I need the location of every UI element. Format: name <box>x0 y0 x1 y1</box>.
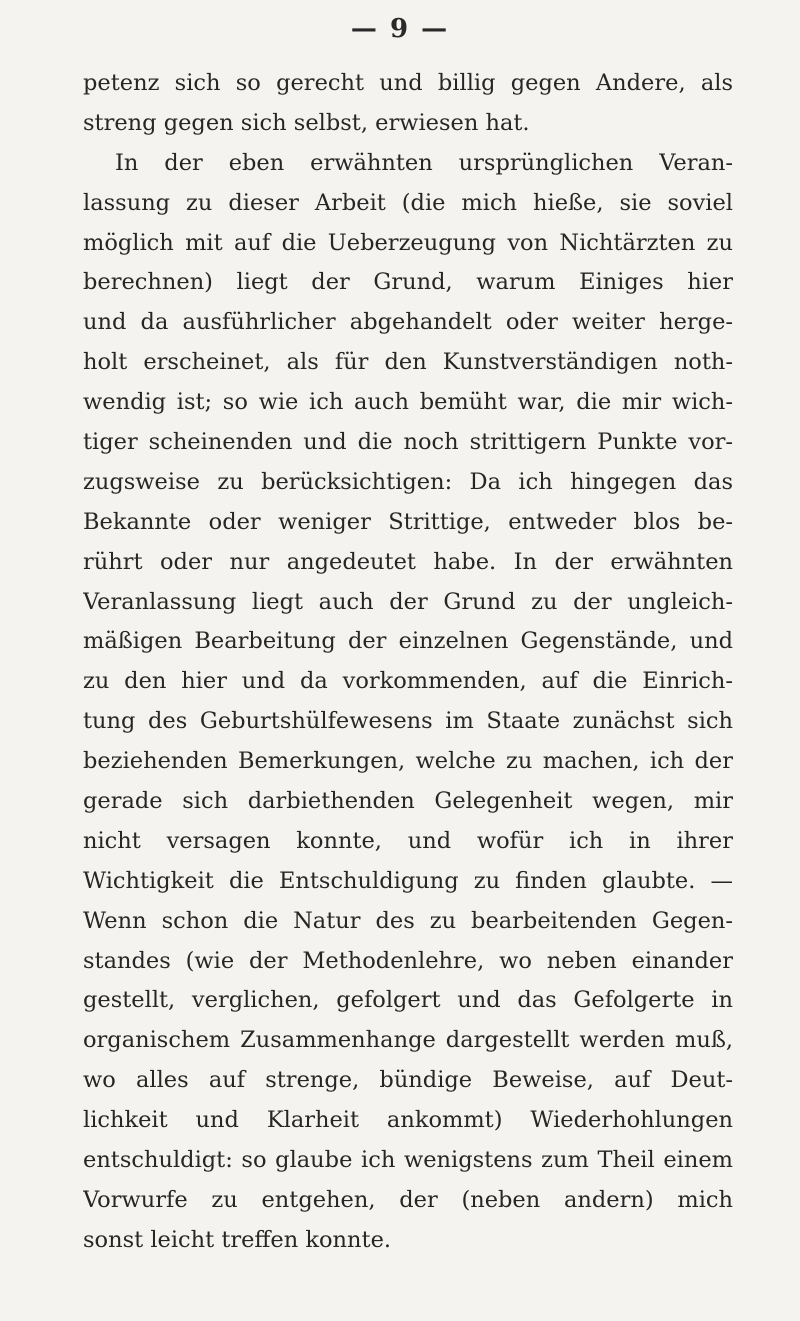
text-line: holt erscheinet, als für den Kunstverständigen noth- <box>83 349 733 376</box>
text-line: Wichtigkeit die Entschuldigung zu finden glaubte. — <box>83 867 733 894</box>
text-line: beziehenden Bemerkungen, welche zu machen, ich der <box>83 748 733 775</box>
text-line: tiger scheinenden und die noch strittigern Punkte vor- <box>83 429 733 456</box>
text-line: nicht versagen konnte, und wofür ich in ihrer <box>83 827 733 854</box>
text-line: Wenn schon die Natur des zu bearbeitenden Gegen- <box>83 907 733 934</box>
text-line: zugsweise zu berücksichtigen: Da ich hingegen das <box>83 468 733 495</box>
text-line: lassung zu dieser Arbeit (die mich hieße, sie soviel <box>83 189 733 216</box>
text-line: organischem Zusammenhange dargestellt werden muß, <box>83 1027 733 1054</box>
text-line: tung des Geburtshülfewesens im Staate zunächst sich <box>83 708 733 735</box>
text-line: standes (wie der Methodenlehre, wo neben einander <box>83 947 733 974</box>
body-text <box>83 64 733 1261</box>
text-line: Bekannte oder weniger Strittige, entweder blos be- <box>83 508 733 535</box>
text-line: wendig ist; so wie ich auch bemüht war, die mir wich- <box>83 389 733 416</box>
text-line: wo alles auf strenge, bündige Beweise, auf Deut- <box>83 1067 733 1094</box>
text-line: streng gegen sich selbst, erwiesen hat. <box>83 109 530 136</box>
text-line: Vorwurfe zu entgehen, der (neben andern) mich <box>83 1186 733 1213</box>
text-line: sonst leicht treffen konnte. <box>83 1226 392 1253</box>
text-line: gestellt, verglichen, gefolgert und das Gefolgerte in <box>83 987 733 1014</box>
text-line: lichkeit und Klarheit ankommt) Wiederhohlungen <box>83 1107 733 1134</box>
text-line: entschuldigt: so glaube ich wenigstens zum Theil einem <box>83 1147 733 1174</box>
text-line: petenz sich so gerecht und billig gegen Andere, als <box>83 70 733 96</box>
text-line: und da ausführlicher abgehandelt oder weiter herge- <box>83 309 733 336</box>
text-line: In der eben erwähnten ursprünglichen Veran- <box>115 149 733 176</box>
text-line: rührt oder nur angedeutet habe. In der erwähnten <box>83 548 733 575</box>
text-line: zu den hier und da vorkommenden, auf die Einrich- <box>83 668 733 695</box>
text-line: gerade sich darbiethenden Gelegenheit wegen, mir <box>83 788 733 815</box>
text-line: möglich mit auf die Ueberzeugung von Nichtärzten zu <box>83 229 733 256</box>
text-line: Veranlassung liegt auch der Grund zu der ungleich- <box>83 588 733 615</box>
text-line: berechnen) liegt der Grund, warum Einiges hier <box>83 269 733 296</box>
page-number: — 9 — <box>350 14 450 44</box>
text-line: mäßigen Bearbeitung der einzelnen Gegenstände, und <box>83 628 733 655</box>
